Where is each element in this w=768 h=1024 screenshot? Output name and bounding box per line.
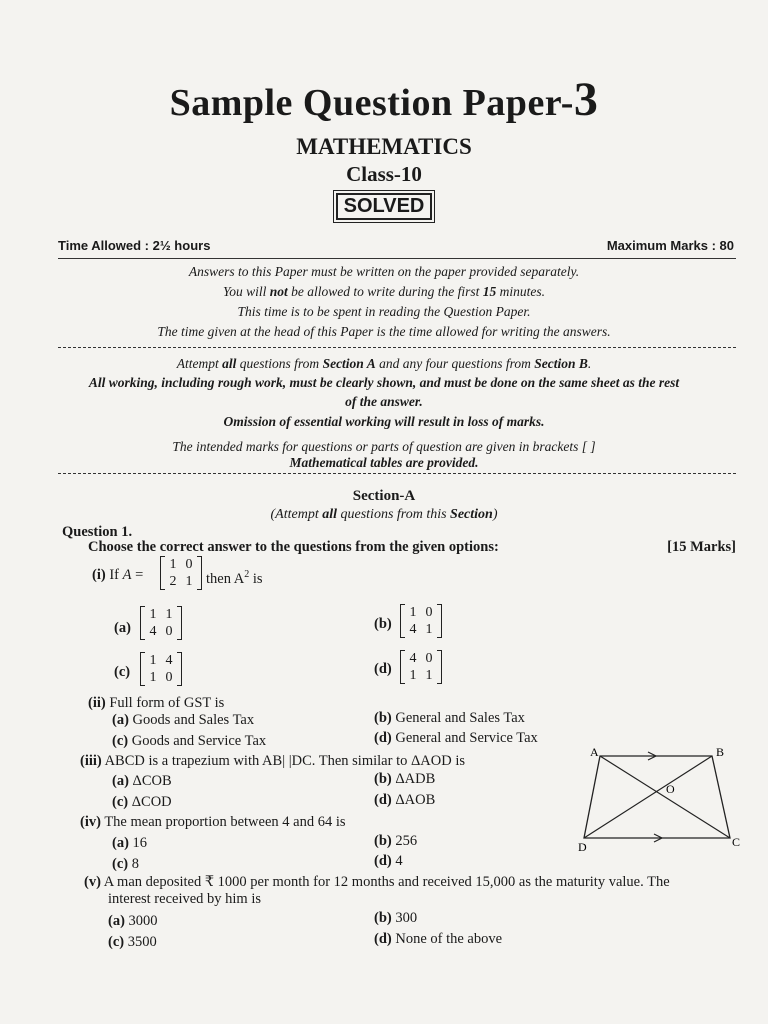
diagonal-bd — [584, 756, 712, 838]
option-a-matrix[interactable]: 1 1 4 0 — [140, 606, 182, 640]
vertex-label-o: O — [666, 782, 675, 796]
instruction-line: The time given at the head of this Paper is the time allowed for writing the answers. — [157, 324, 611, 339]
question-i: (i) If A = — [92, 567, 144, 583]
vertex-label-c: C — [732, 835, 741, 849]
vertex-label-b: B — [716, 745, 725, 759]
option-label: (d) — [374, 661, 392, 677]
option-label: (c) — [114, 664, 131, 680]
option-iii-d[interactable]: (d) ΔAOB — [374, 792, 436, 808]
question-i-suffix: then $A^2$ is — [206, 569, 263, 587]
question-marks: [15 Marks] — [667, 539, 736, 555]
instruction-line: Mathematical tables are provided. — [289, 455, 479, 470]
option-b-matrix[interactable]: 1 0 4 1 — [400, 604, 442, 638]
option-ii-c[interactable]: (c) Goods and Service Tax — [112, 733, 267, 749]
option-label: (a) — [114, 620, 131, 636]
solved-badge: SOLVED — [0, 193, 768, 220]
question-heading: Question 1. — [62, 524, 133, 540]
instruction-line: All working, including rough work, must be clearly shown, and must be done on the same sheet as the rest — [88, 375, 680, 390]
question-ii: (ii) Full form of GST is — [88, 695, 225, 711]
question-v: (v) A man deposited ₹ 1000 per month for 12 months and received 15,000 as the maturity value. The — [84, 874, 670, 890]
option-iv-c[interactable]: (c) 8 — [112, 856, 139, 872]
option-v-a[interactable]: (a) 3000 — [108, 913, 158, 929]
instruction-line: Attempt all questions from Section A and any four questions from Section B. — [176, 356, 592, 371]
dashed-divider — [58, 473, 736, 474]
vertex-label-a: A — [590, 745, 599, 759]
option-ii-d[interactable]: (d) General and Service Tax — [374, 730, 538, 746]
matrix-a: 1 0 2 1 — [160, 556, 202, 590]
option-d-matrix[interactable]: 4 0 1 1 — [400, 650, 442, 684]
question-v-cont: interest received by him is — [108, 891, 262, 907]
instruction-line: Answers to this Paper must be written on the paper provided separately. — [188, 264, 580, 279]
vertex-label-d: D — [578, 840, 587, 854]
option-iii-c[interactable]: (c) ΔCOD — [112, 794, 172, 810]
option-iv-a[interactable]: (a) 16 — [112, 835, 148, 851]
time-allowed: Time Allowed : 2½ hours — [58, 238, 211, 253]
question-iv: (iv) The mean proportion between 4 and 64 is — [80, 814, 346, 830]
diagonal-ac — [600, 756, 730, 838]
option-iii-b[interactable]: (b) ΔADB — [374, 771, 436, 787]
dashed-divider — [58, 347, 736, 348]
instruction-line: of the answer. — [345, 394, 423, 409]
option-ii-a[interactable]: (a) Goods and Sales Tax — [112, 712, 255, 728]
subject-heading: MATHEMATICS — [296, 134, 472, 159]
trapezium-outline — [584, 756, 730, 838]
option-label: (b) — [374, 616, 392, 632]
option-v-c[interactable]: (c) 3500 — [108, 934, 157, 950]
maximum-marks: Maximum Marks : 80 — [606, 238, 734, 253]
trapezium-figure — [572, 742, 748, 854]
instruction-line: The intended marks for questions or parts of question are given in brackets [ ] — [172, 439, 596, 454]
question-instruction: Choose the correct answer to the questions from the given options: — [88, 539, 499, 555]
option-c-matrix[interactable]: 1 4 1 0 — [140, 652, 182, 686]
section-subtitle: (Attempt all questions from this Section) — [270, 507, 498, 522]
option-iv-d[interactable]: (d) 4 — [374, 853, 403, 869]
paper-title: Sample Question Paper-3 — [169, 73, 599, 126]
option-v-b[interactable]: (b) 300 — [374, 910, 418, 926]
option-iii-a[interactable]: (a) ΔCOB — [112, 773, 172, 789]
instruction-line: This time is to be spent in reading the Question Paper. — [237, 304, 531, 319]
option-v-d[interactable]: (d) None of the above — [374, 931, 503, 947]
class-heading: Class-10 — [346, 162, 422, 186]
instruction-line: Omission of essential working will result in loss of marks. — [223, 414, 545, 429]
option-iv-b[interactable]: (b) 256 — [374, 833, 418, 849]
instruction-line: You will not be allowed to write during the first 15 minutes. — [222, 284, 546, 299]
option-ii-b[interactable]: (b) General and Sales Tax — [374, 710, 525, 726]
section-title: Section-A — [352, 488, 416, 504]
question-iii: (iii) ABCD is a trapezium with AB| |DC. Then similar to ΔAOD is — [80, 753, 466, 769]
divider — [58, 258, 736, 259]
